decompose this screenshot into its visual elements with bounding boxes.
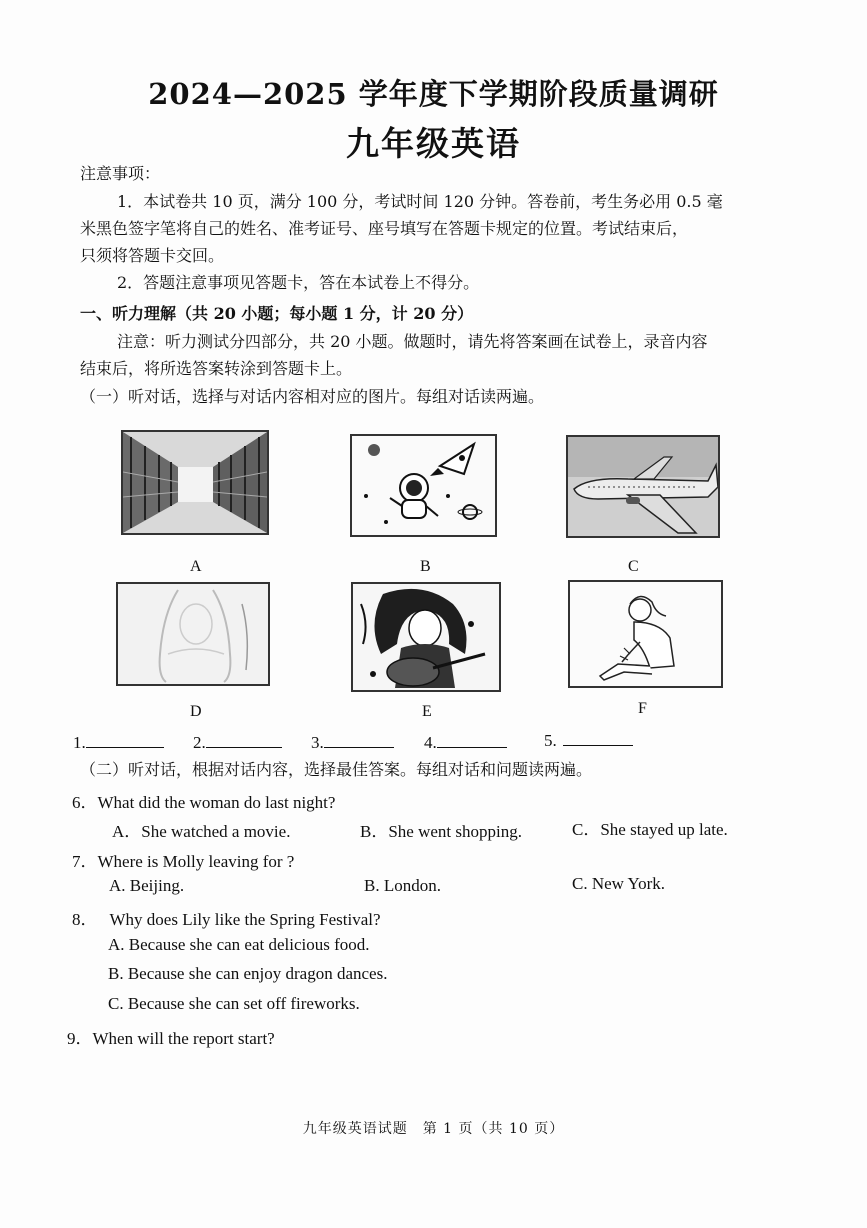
question-6-option-a[interactable]: A．She watched a movie. (112, 822, 291, 841)
question-8-option-b[interactable]: B. Because she can enjoy dragon dances. (108, 964, 388, 983)
answer-blank-1-line[interactable] (86, 731, 164, 748)
question-6-option-c[interactable]: C．She stayed up late. (572, 820, 728, 839)
question-7-option-a[interactable]: A. Beijing. (109, 876, 185, 895)
picture-d-label: D (190, 703, 202, 720)
question-8-stem: Why does Lily like the Spring Festival? (109, 910, 381, 929)
picture-e-label: E (422, 703, 432, 720)
page-footer: 九年级英语试题 第 1 页（共 10 页） (302, 1121, 565, 1137)
airplane-image (568, 437, 718, 536)
picture-b (350, 434, 497, 537)
answer-blank-4-line[interactable] (437, 731, 507, 748)
subject-title: 九年级英语 (346, 124, 521, 163)
question-9-stem: When will the report start? (92, 1029, 275, 1048)
girl-injured-ankle-image (570, 582, 721, 686)
answer-blank-2[interactable] (193, 731, 282, 753)
question-7-option-c[interactable]: C. New York. (572, 874, 666, 893)
question-6-number: 6． (72, 793, 98, 812)
answer-blank-1[interactable] (73, 731, 164, 753)
picture-e (351, 582, 501, 692)
question-6-option-b[interactable]: B．She went shopping. (360, 822, 522, 841)
girl-with-guitar-image (353, 584, 499, 690)
question-7-option-b[interactable]: B. London. (364, 876, 441, 895)
faded-figure-image (118, 584, 268, 684)
section-1-note-line-1: 注意：听力测试分四部分，共 20 小题。做题时，请先将答案画在试卷上，录音内容 (117, 332, 708, 351)
answer-blank-5-line[interactable] (563, 729, 633, 746)
part-2-instruction: （二）听对话，根据对话内容，选择最佳答案。每组对话和问题读两遍。 (80, 760, 593, 779)
picture-c (566, 435, 720, 538)
question-7 (72, 847, 294, 872)
question-9 (67, 1024, 275, 1049)
picture-d (116, 582, 270, 686)
notice-item-2: 2．答题注意事项见答题卡，答在本试卷上不得分。 (117, 273, 480, 292)
answer-blank-5[interactable] (544, 729, 633, 751)
section-1-note-line-2: 结束后，将所选答案转涂到答题卡上。 (80, 359, 353, 378)
picture-f-label: F (638, 700, 647, 717)
notice-item-1-line-3: 只须将答题卡交回。 (80, 246, 225, 265)
picture-b-label: B (420, 558, 431, 575)
answer-blank-5-number: 5. (544, 731, 557, 750)
picture-a (121, 430, 269, 535)
answer-blank-1-number: 1. (73, 733, 86, 752)
library-shelves-image (123, 432, 267, 533)
answer-blank-2-number: 2. (193, 733, 206, 752)
notice-item-1-line-1: 1．本试卷共 10 页，满分 100 分，考试时间 120 分钟。答卷前，考生务必用 0.5 毫 (117, 192, 723, 211)
answer-blank-4[interactable] (424, 731, 507, 753)
answer-blank-3-number: 3. (311, 733, 324, 752)
exam-title: 2024—2025 学年度下学期阶段质量调研 (148, 77, 719, 111)
question-8-option-c[interactable]: C. Because she can set off fireworks. (108, 994, 360, 1013)
notice-heading: 注意事项： (80, 164, 161, 183)
notice-item-1-line-2: 米黑色签字笔将自己的姓名、准考证号、座号填写在答题卡规定的位置。考试结束后， (80, 219, 689, 238)
question-8 (72, 905, 381, 930)
question-9-number: 9． (67, 1029, 93, 1048)
picture-f (568, 580, 723, 688)
question-8-number: 8． (72, 910, 98, 929)
answer-blank-3-line[interactable] (324, 731, 394, 748)
picture-c-label: C (628, 558, 639, 575)
section-1-heading: 一、听力理解（共 20 小题；每小题 1 分，计 20 分） (80, 304, 474, 323)
question-6-stem: What did the woman do last night? (97, 793, 336, 812)
answer-blank-3[interactable] (311, 731, 394, 753)
part-1-instruction: （一）听对话，选择与对话内容相对应的图片。每组对话读两遍。 (80, 387, 545, 406)
astronaut-rocket-image (352, 436, 495, 535)
picture-a-label: A (190, 558, 202, 575)
question-6 (72, 788, 335, 813)
answer-blank-4-number: 4. (424, 733, 437, 752)
question-7-stem: Where is Molly leaving for ? (97, 852, 295, 871)
question-7-number: 7． (72, 852, 98, 871)
question-8-option-a[interactable]: A. Because she can eat delicious food. (108, 935, 370, 954)
answer-blank-2-line[interactable] (206, 731, 282, 748)
